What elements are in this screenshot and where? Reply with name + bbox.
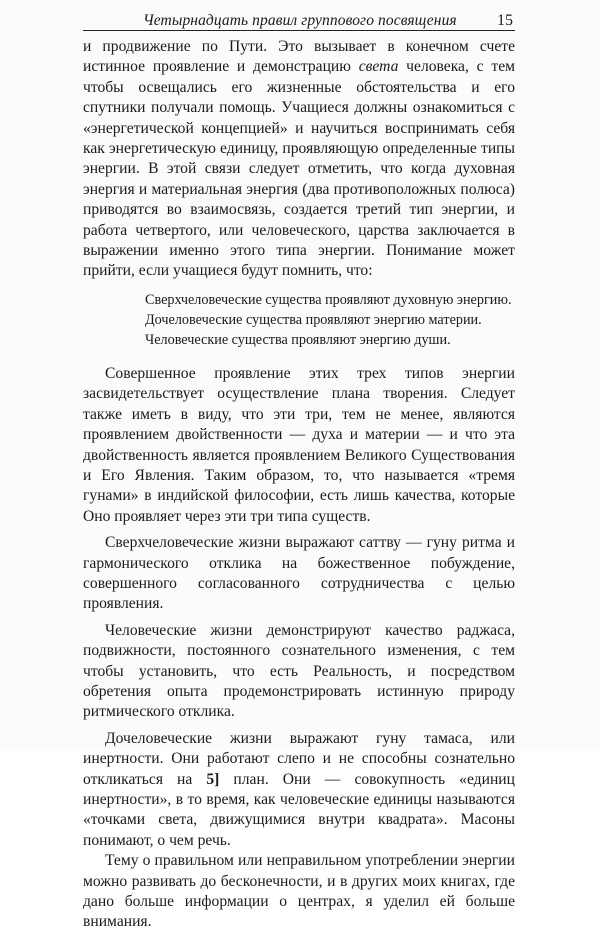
quote-line: Дочеловеческие существа проявляют энергию материи. [145,311,482,328]
paragraph-6: Тему о правильном или неправильном употреблении энергии можно развивать до бесконечности, и в других моих книгах, где дано больше информации о центрах, я уделил ей больше внимания. [83,852,515,931]
paragraph-1-end: человека, с тем чтобы освещались его жизненные обстоятельства и его спутники получали помощь. Учащиеся должны ознакомиться с «энергетической концепцией» и научиться воспринимать себя как энергетическую единицу, проявляющую определенные типы энергии. В этой связи следует отметить, что когда духовная энергия и материальная энергия (два противоположных полюса) приводятся во взаимосвязь, создается третий тип энергии, и работа четвертого, или человеческого, царства заключается в выражении именно этого типа энергии. Понимание может прийти, если учащиеся будут помнить, что: [83,58,515,280]
paragraph-1 [83,37,515,282]
paragraph-5 [83,729,515,851]
paragraph-5-start: Дочеловеческие жизни выражают гуну тамаса, или инертности. Они работают слепо и не способны сознательно откликаться на [83,729,515,788]
body-text [83,37,515,933]
page-header [83,8,515,31]
quote-line: Человеческие существа проявляют энергию души. [145,331,451,348]
block-quote [145,290,515,350]
quote-line: Сверхчеловеческие существа проявляют духовную энергию. [145,291,512,308]
paragraph-2: Совершенное проявление этих трех типов энергии засвидетельствует осуществление плана творения. Следует также иметь в виду, что эти три, тем не менее, являются проявлением двойственности — духа и материи — и что эта двойственность является проявлением Великого Существования и Его Явления. Таким образом, то, что называется «тремя гунами» в индийской философии, есть лишь качества, которые Оно проявляет через эти три типа существ. [83,364,515,525]
page-number: 15 [497,12,513,29]
running-title: Четырнадцать правил группового посвящения [143,12,457,29]
page-marker: 5] [206,770,220,788]
paragraph-5-end: план. Они — совокупность «единиц инертности», в то время, как человеческие единицы называются «точками света, движущимися внутри квадрата». Масоны понимают, о чем речь. [83,770,515,849]
paragraph-1-start: и продвижение по Пути. Это вызывает в конечном счете истинное проявление и демонстрацию [83,38,515,76]
emphasis-word: света [358,58,399,76]
paragraph-4: Человеческие жизни демонстрируют качество раджаса, подвижности, постоянного сознательного изменения, с тем чтобы установить, что есть Реальность, и посредством обретения опыта продемонстрировать истинную природу ритмического отклика. [83,621,515,721]
paragraph-3: Сверхчеловеческие жизни выражают саттву — гуну ритма и гармонического отклика на божественное побуждение, совершенного согласованного сотрудничества с целью проявления. [83,534,515,613]
